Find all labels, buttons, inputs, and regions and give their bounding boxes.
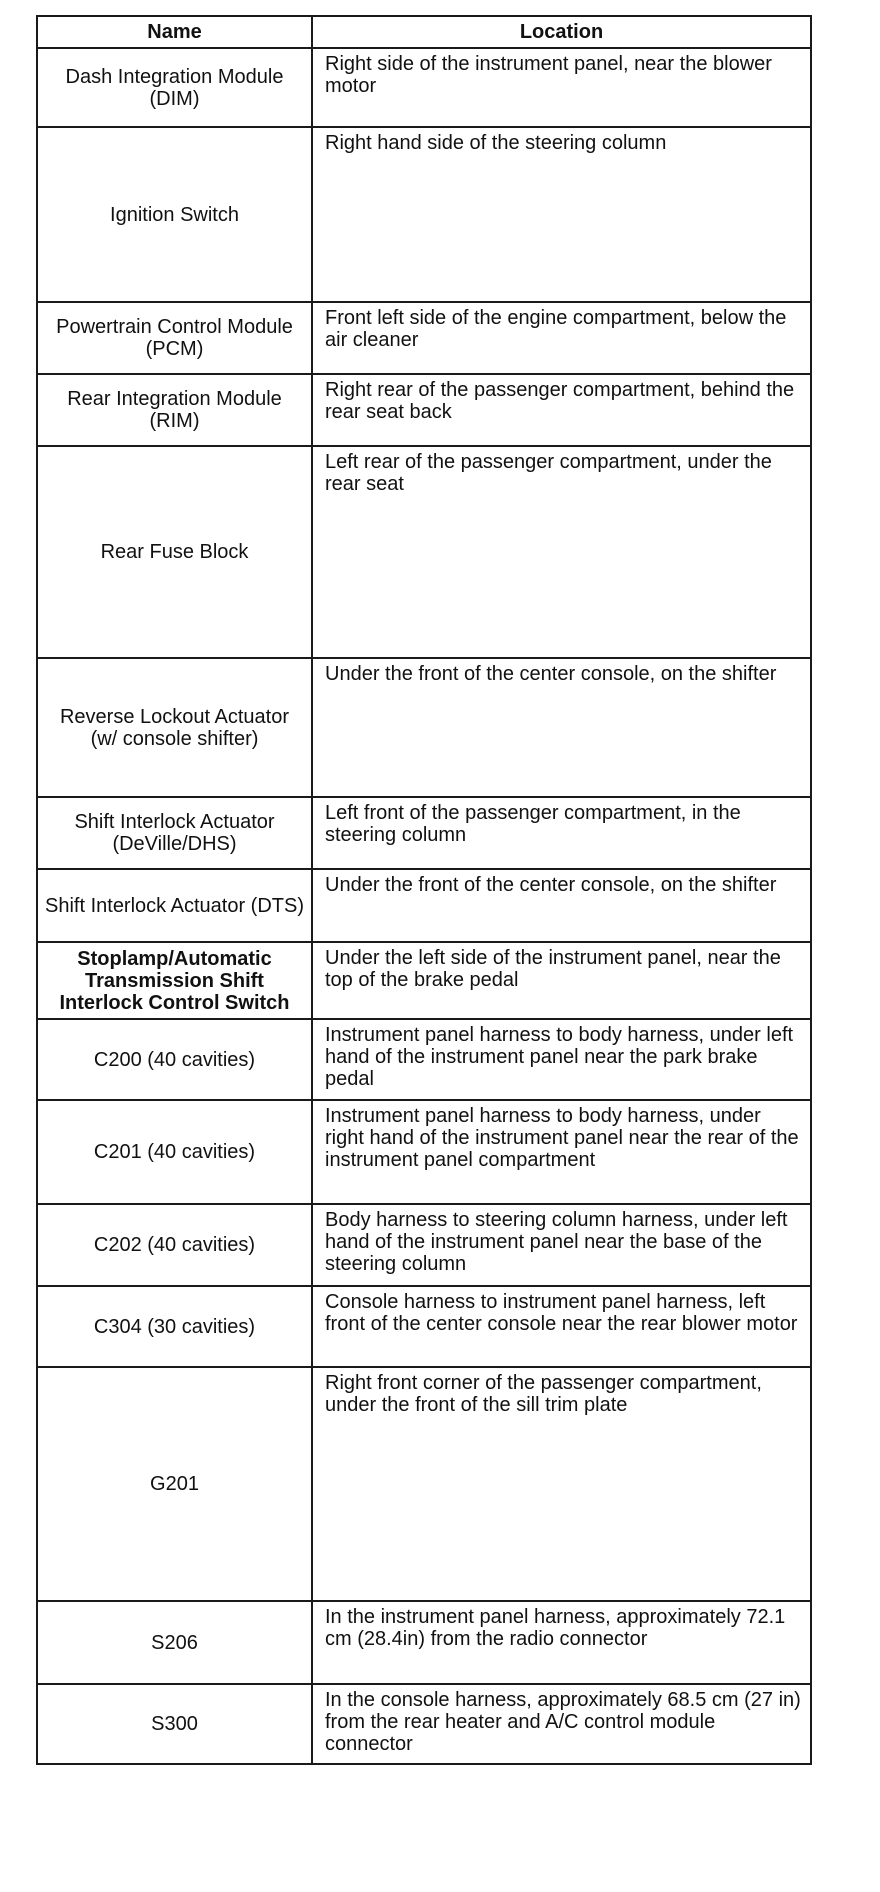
table-row (37, 446, 811, 658)
table-row (37, 1019, 811, 1100)
component-name: C201 (40 cavities) (37, 1100, 312, 1204)
table-row (37, 48, 811, 127)
component-name: Shift Interlock Actuator (DeVille/DHS) (37, 797, 312, 869)
component-location: Left rear of the passenger compartment, under the rear seat (312, 446, 811, 658)
table-row (37, 942, 811, 1019)
table-row (37, 302, 811, 374)
component-location: In the instrument panel harness, approximately 72.1 cm (28.4in) from the radio connector (312, 1601, 811, 1684)
table-row (37, 374, 811, 446)
component-location: Right hand side of the steering column (312, 127, 811, 302)
component-name: Dash Integration Module (DIM) (37, 48, 312, 127)
component-name: C200 (40 cavities) (37, 1019, 312, 1100)
component-name: S206 (37, 1601, 312, 1684)
component-name: Ignition Switch (37, 127, 312, 302)
component-location: Right rear of the passenger compartment, behind the rear seat back (312, 374, 811, 446)
component-name: S300 (37, 1684, 312, 1764)
table-row (37, 1367, 811, 1601)
component-location: Right side of the instrument panel, near the blower motor (312, 48, 811, 127)
table-row (37, 1204, 811, 1286)
table-row (37, 658, 811, 797)
component-location: Under the front of the center console, on the shifter (312, 869, 811, 942)
component-location: Left front of the passenger compartment, in the steering column (312, 797, 811, 869)
component-location: Under the left side of the instrument panel, near the top of the brake pedal (312, 942, 811, 1019)
component-name: G201 (37, 1367, 312, 1601)
table-row (37, 127, 811, 302)
table-row (37, 797, 811, 869)
header-row (37, 16, 811, 48)
component-name: Rear Integration Module (RIM) (37, 374, 312, 446)
table-row (37, 869, 811, 942)
table-row (37, 1601, 811, 1684)
component-location: In the console harness, approximately 68.5 cm (27 in) from the rear heater and A/C control module connector (312, 1684, 811, 1764)
component-location-table (36, 15, 812, 1765)
component-name: Shift Interlock Actuator (DTS) (37, 869, 312, 942)
component-location: Instrument panel harness to body harness, under left hand of the instrument panel near the park brake pedal (312, 1019, 811, 1100)
component-name: C304 (30 cavities) (37, 1286, 312, 1367)
name-column-header: Name (37, 16, 312, 48)
component-name: Reverse Lockout Actuator (w/ console shifter) (37, 658, 312, 797)
table-row (37, 1100, 811, 1204)
table-row (37, 1684, 811, 1764)
component-location: Console harness to instrument panel harness, left front of the center console near the rear blower motor (312, 1286, 811, 1367)
component-location: Front left side of the engine compartment, below the air cleaner (312, 302, 811, 374)
component-name: C202 (40 cavities) (37, 1204, 312, 1286)
location-column-header: Location (312, 16, 811, 48)
component-name: Stoplamp/Automatic Transmission Shift Interlock Control Switch (37, 942, 312, 1019)
component-location: Instrument panel harness to body harness, under right hand of the instrument panel near the rear of the instrument panel compartment (312, 1100, 811, 1204)
component-location: Body harness to steering column harness, under left hand of the instrument panel near the base of the steering column (312, 1204, 811, 1286)
component-location: Under the front of the center console, on the shifter (312, 658, 811, 797)
component-name: Rear Fuse Block (37, 446, 312, 658)
table-row (37, 1286, 811, 1367)
component-name: Powertrain Control Module (PCM) (37, 302, 312, 374)
component-location: Right front corner of the passenger compartment, under the front of the sill trim plate (312, 1367, 811, 1601)
